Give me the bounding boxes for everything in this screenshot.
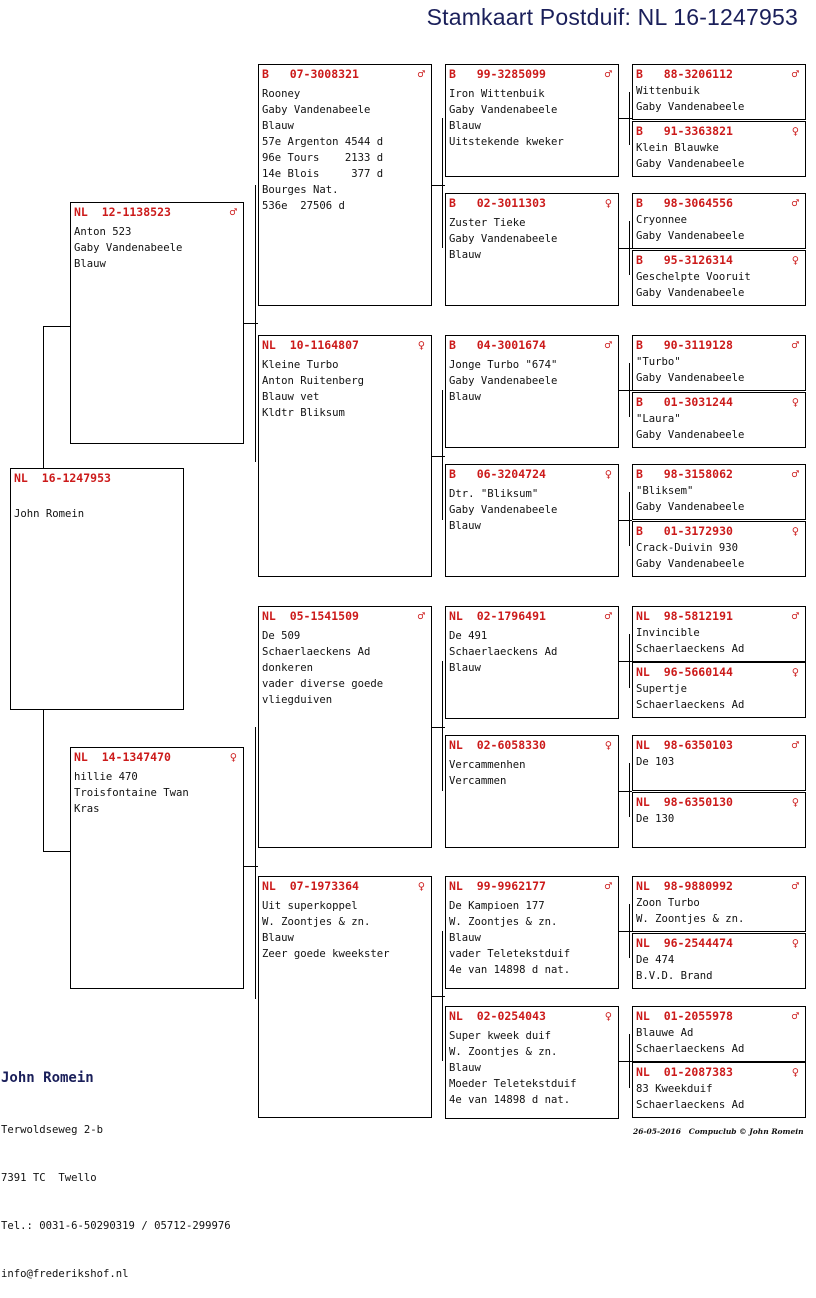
ring-number: NL 96-5660144 bbox=[636, 665, 733, 679]
pigeon-details: De 130 bbox=[636, 813, 675, 825]
pigeon-details: De 103 bbox=[636, 756, 675, 768]
pigeon-card-gen4-2[interactable] bbox=[632, 121, 806, 177]
pigeon-card-gen4-5[interactable] bbox=[632, 335, 806, 391]
ring-number: NL 14-1347470 bbox=[74, 750, 171, 764]
ring-number: B 88-3206112 bbox=[636, 67, 733, 81]
pigeon-details: Invincible Schaerlaeckens Ad bbox=[636, 627, 745, 655]
connector-line bbox=[629, 363, 630, 417]
pigeon-card-gen4-15[interactable] bbox=[632, 1006, 806, 1062]
pigeon-card-grandsire-paternal[interactable] bbox=[258, 64, 432, 306]
page-title: Stamkaart Postduif: NL 16-1247953 bbox=[426, 4, 798, 30]
connector-line bbox=[255, 727, 256, 999]
pigeon-details: Cryonnee Gaby Vandenabeele bbox=[636, 214, 745, 242]
ring-number: NL 07-1973364 bbox=[262, 879, 359, 893]
male-icon: ♂ bbox=[604, 67, 612, 81]
female-icon: ♀ bbox=[791, 665, 799, 679]
female-icon: ♀ bbox=[791, 524, 799, 538]
footer-credits: 26-05-2016 Compuclub © John Romein bbox=[633, 1127, 804, 1136]
pigeon-details: Anton 523 Gaby Vandenabeele Blauw bbox=[74, 226, 183, 270]
male-icon: ♂ bbox=[791, 467, 799, 481]
ring-number: NL 02-1796491 bbox=[449, 609, 546, 623]
ring-number: NL 05-1541509 bbox=[262, 609, 359, 623]
ring-number: B 04-3001674 bbox=[449, 338, 546, 352]
female-icon: ♀ bbox=[791, 1065, 799, 1079]
connector-line bbox=[629, 1034, 630, 1088]
owner-phone: Tel.: 0031-6-50290319 / 05712-299976 bbox=[1, 1220, 231, 1232]
pigeon-details: "Turbo" Gaby Vandenabeele bbox=[636, 356, 745, 384]
ring-number: B 01-3031244 bbox=[636, 395, 733, 409]
pigeon-card-gen4-4[interactable] bbox=[632, 250, 806, 306]
male-icon: ♂ bbox=[791, 738, 799, 752]
pigeon-card-gen4-10[interactable] bbox=[632, 662, 806, 718]
connector-line bbox=[629, 492, 630, 546]
connector-line bbox=[629, 634, 630, 688]
female-icon: ♀ bbox=[604, 467, 612, 481]
pigeon-card-gen3-2[interactable] bbox=[445, 193, 619, 306]
ring-number: B 06-3204724 bbox=[449, 467, 546, 481]
connector-line bbox=[255, 185, 256, 462]
male-icon: ♂ bbox=[791, 338, 799, 352]
pigeon-details: Blauwe Ad Schaerlaeckens Ad bbox=[636, 1027, 745, 1055]
pigeon-card-gen4-11[interactable] bbox=[632, 735, 806, 791]
pigeon-details: De 474 B.V.D. Brand bbox=[636, 954, 713, 982]
pigeon-details: Supertje Schaerlaeckens Ad bbox=[636, 683, 745, 711]
ring-number: NL 98-9880992 bbox=[636, 879, 733, 893]
pigeon-details: De 509 Schaerlaeckens Ad donkeren vader diverse goede vliegduiven bbox=[262, 630, 384, 706]
pigeon-details: De Kampioen 177 W. Zoontjes & zn. Blauw vader Teletekstduif 4e van 14898 d nat. bbox=[449, 900, 571, 976]
male-icon: ♂ bbox=[417, 67, 425, 81]
male-icon: ♂ bbox=[791, 879, 799, 893]
owner-email[interactable]: info@frederikshof.nl bbox=[1, 1268, 129, 1280]
pigeon-card-gen4-12[interactable] bbox=[632, 792, 806, 848]
pigeon-details: Jonge Turbo "674" Gaby Vandenabeele Blauw bbox=[449, 359, 558, 403]
pigeon-card-gen4-6[interactable] bbox=[632, 392, 806, 448]
connector-line bbox=[442, 661, 443, 791]
pigeon-details: hillie 470 Troisfontaine Twan Kras bbox=[74, 771, 189, 815]
connector-line bbox=[629, 904, 630, 958]
pigeon-card-gen3-4[interactable] bbox=[445, 464, 619, 577]
female-icon: ♀ bbox=[791, 936, 799, 950]
ring-number: NL 01-2055978 bbox=[636, 1009, 733, 1023]
pigeon-details: Wittenbuik Gaby Vandenabeele bbox=[636, 85, 745, 113]
ring-number: NL 16-1247953 bbox=[14, 471, 111, 485]
pigeon-card-gen4-16[interactable] bbox=[632, 1062, 806, 1118]
ring-number: B 90-3119128 bbox=[636, 338, 733, 352]
owner-name: John Romein bbox=[1, 1070, 94, 1086]
ring-number: NL 01-2087383 bbox=[636, 1065, 733, 1079]
pigeon-card-gen4-9[interactable] bbox=[632, 606, 806, 662]
pigeon-details: Kleine Turbo Anton Ruitenberg Blauw vet Kldtr Bliksum bbox=[262, 359, 365, 419]
ring-number: NL 96-2544474 bbox=[636, 936, 733, 950]
pigeon-details: "Bliksem" Gaby Vandenabeele bbox=[636, 485, 745, 513]
male-icon: ♂ bbox=[791, 609, 799, 623]
male-icon: ♂ bbox=[229, 205, 237, 219]
owner-address: Terwoldseweg 2-b bbox=[1, 1124, 104, 1136]
pigeon-details: Dtr. "Bliksum" Gaby Vandenabeele Blauw bbox=[449, 488, 558, 532]
connector-line bbox=[43, 851, 70, 852]
male-icon: ♂ bbox=[791, 196, 799, 210]
owner-info bbox=[1, 1036, 231, 1298]
pigeon-card-gen3-8[interactable] bbox=[445, 1006, 619, 1119]
ring-number: NL 10-1164807 bbox=[262, 338, 359, 352]
ring-number: NL 98-5812191 bbox=[636, 609, 733, 623]
female-icon: ♀ bbox=[791, 124, 799, 138]
pigeon-details: 83 Kweekduif Schaerlaeckens Ad bbox=[636, 1083, 745, 1111]
pigeon-card-sire[interactable] bbox=[70, 202, 244, 444]
ring-number: NL 98-6350103 bbox=[636, 738, 733, 752]
female-icon: ♀ bbox=[417, 338, 425, 352]
pigeon-details: Crack-Duivin 930 Gaby Vandenabeele bbox=[636, 542, 745, 570]
pigeon-card-gen3-1[interactable] bbox=[445, 64, 619, 177]
ring-number: B 95-3126314 bbox=[636, 253, 733, 267]
pigeon-details bbox=[11, 486, 183, 522]
connector-line bbox=[629, 763, 630, 817]
connector-line bbox=[43, 326, 70, 327]
pigeon-card-gen4-14[interactable] bbox=[632, 933, 806, 989]
female-icon: ♀ bbox=[791, 795, 799, 809]
pigeon-details: Uit superkoppel W. Zoontjes & zn. Blauw Zeer goede kweekster bbox=[262, 900, 390, 960]
female-icon: ♀ bbox=[229, 750, 237, 764]
pigeon-card-grandsire-maternal[interactable] bbox=[258, 606, 432, 848]
ring-number: B 91-3363821 bbox=[636, 124, 733, 138]
pigeon-card-granddam-maternal[interactable] bbox=[258, 876, 432, 1118]
male-icon: ♂ bbox=[791, 67, 799, 81]
connector-line bbox=[442, 390, 443, 520]
ring-number: NL 99-9962177 bbox=[449, 879, 546, 893]
connector-line bbox=[629, 221, 630, 275]
male-icon: ♂ bbox=[791, 1009, 799, 1023]
ring-number: NL 02-6058330 bbox=[449, 738, 546, 752]
female-icon: ♀ bbox=[604, 738, 612, 752]
pigeon-details: "Laura" Gaby Vandenabeele bbox=[636, 413, 745, 441]
female-icon: ♀ bbox=[417, 879, 425, 893]
ring-number: NL 02-0254043 bbox=[449, 1009, 546, 1023]
connector-line bbox=[629, 92, 630, 145]
pigeon-card-gen3-5[interactable] bbox=[445, 606, 619, 719]
pigeon-details: Super kweek duif W. Zoontjes & zn. Blauw Moeder Teletekstduif 4e van 14898 d nat. bbox=[449, 1030, 577, 1106]
ring-number: B 98-3158062 bbox=[636, 467, 733, 481]
pigeon-card-gen4-13[interactable] bbox=[632, 876, 806, 932]
male-icon: ♂ bbox=[417, 609, 425, 623]
pigeon-details: Klein Blauwke Gaby Vandenabeele bbox=[636, 142, 745, 170]
pigeon-card-gen4-3[interactable] bbox=[632, 193, 806, 249]
male-icon: ♂ bbox=[604, 609, 612, 623]
pigeon-card-gen3-6[interactable] bbox=[445, 735, 619, 848]
ring-number: B 07-3008321 bbox=[262, 67, 359, 81]
pigeon-card-gen4-8[interactable] bbox=[632, 521, 806, 577]
pigeon-details: Zuster Tieke Gaby Vandenabeele Blauw bbox=[449, 217, 558, 261]
female-icon: ♀ bbox=[791, 395, 799, 409]
ring-number: B 99-3285099 bbox=[449, 67, 546, 81]
ring-number: NL 98-6350130 bbox=[636, 795, 733, 809]
female-icon: ♀ bbox=[604, 196, 612, 210]
connector-line bbox=[442, 931, 443, 1061]
pigeon-card-dam[interactable] bbox=[70, 747, 244, 989]
female-icon: ♀ bbox=[604, 1009, 612, 1023]
pigeon-card-gen4-7[interactable] bbox=[632, 464, 806, 520]
owner-city: 7391 TC Twello bbox=[1, 1172, 97, 1184]
connector-line bbox=[43, 709, 44, 851]
ring-number: B 01-3172930 bbox=[636, 524, 733, 538]
pigeon-details: De 491 Schaerlaeckens Ad Blauw bbox=[449, 630, 558, 674]
male-icon: ♂ bbox=[604, 338, 612, 352]
pigeon-card-subject[interactable] bbox=[10, 468, 184, 710]
pigeon-card-gen3-7[interactable] bbox=[445, 876, 619, 989]
pigeon-details: Vercammenhen Vercammen bbox=[449, 759, 526, 787]
pigeon-details: Iron Wittenbuik Gaby Vandenabeele Blauw Uitstekende kweker bbox=[449, 88, 564, 148]
female-icon: ♀ bbox=[791, 253, 799, 267]
connector-line bbox=[442, 118, 443, 248]
pigeon-card-gen4-1[interactable] bbox=[632, 64, 806, 120]
ring-number: B 98-3064556 bbox=[636, 196, 733, 210]
connector-line bbox=[43, 326, 44, 469]
pigeon-details: Zoon Turbo W. Zoontjes & zn. bbox=[636, 897, 745, 925]
pigeon-details: Geschelpte Vooruit Gaby Vandenabeele bbox=[636, 271, 751, 299]
pigeon-card-granddam-paternal[interactable] bbox=[258, 335, 432, 577]
ring-number: B 02-3011303 bbox=[449, 196, 546, 210]
pigeon-card-gen3-3[interactable] bbox=[445, 335, 619, 448]
male-icon: ♂ bbox=[604, 879, 612, 893]
owner-label: John Romein bbox=[14, 508, 85, 520]
ring-number: NL 12-1138523 bbox=[74, 205, 171, 219]
pigeon-details: Rooney Gaby Vandenabeele Blauw 57e Argenton 4544 d 96e Tours 2133 d 14e Blois 377 d Bourges Nat. 536e 27506 d bbox=[262, 88, 384, 212]
